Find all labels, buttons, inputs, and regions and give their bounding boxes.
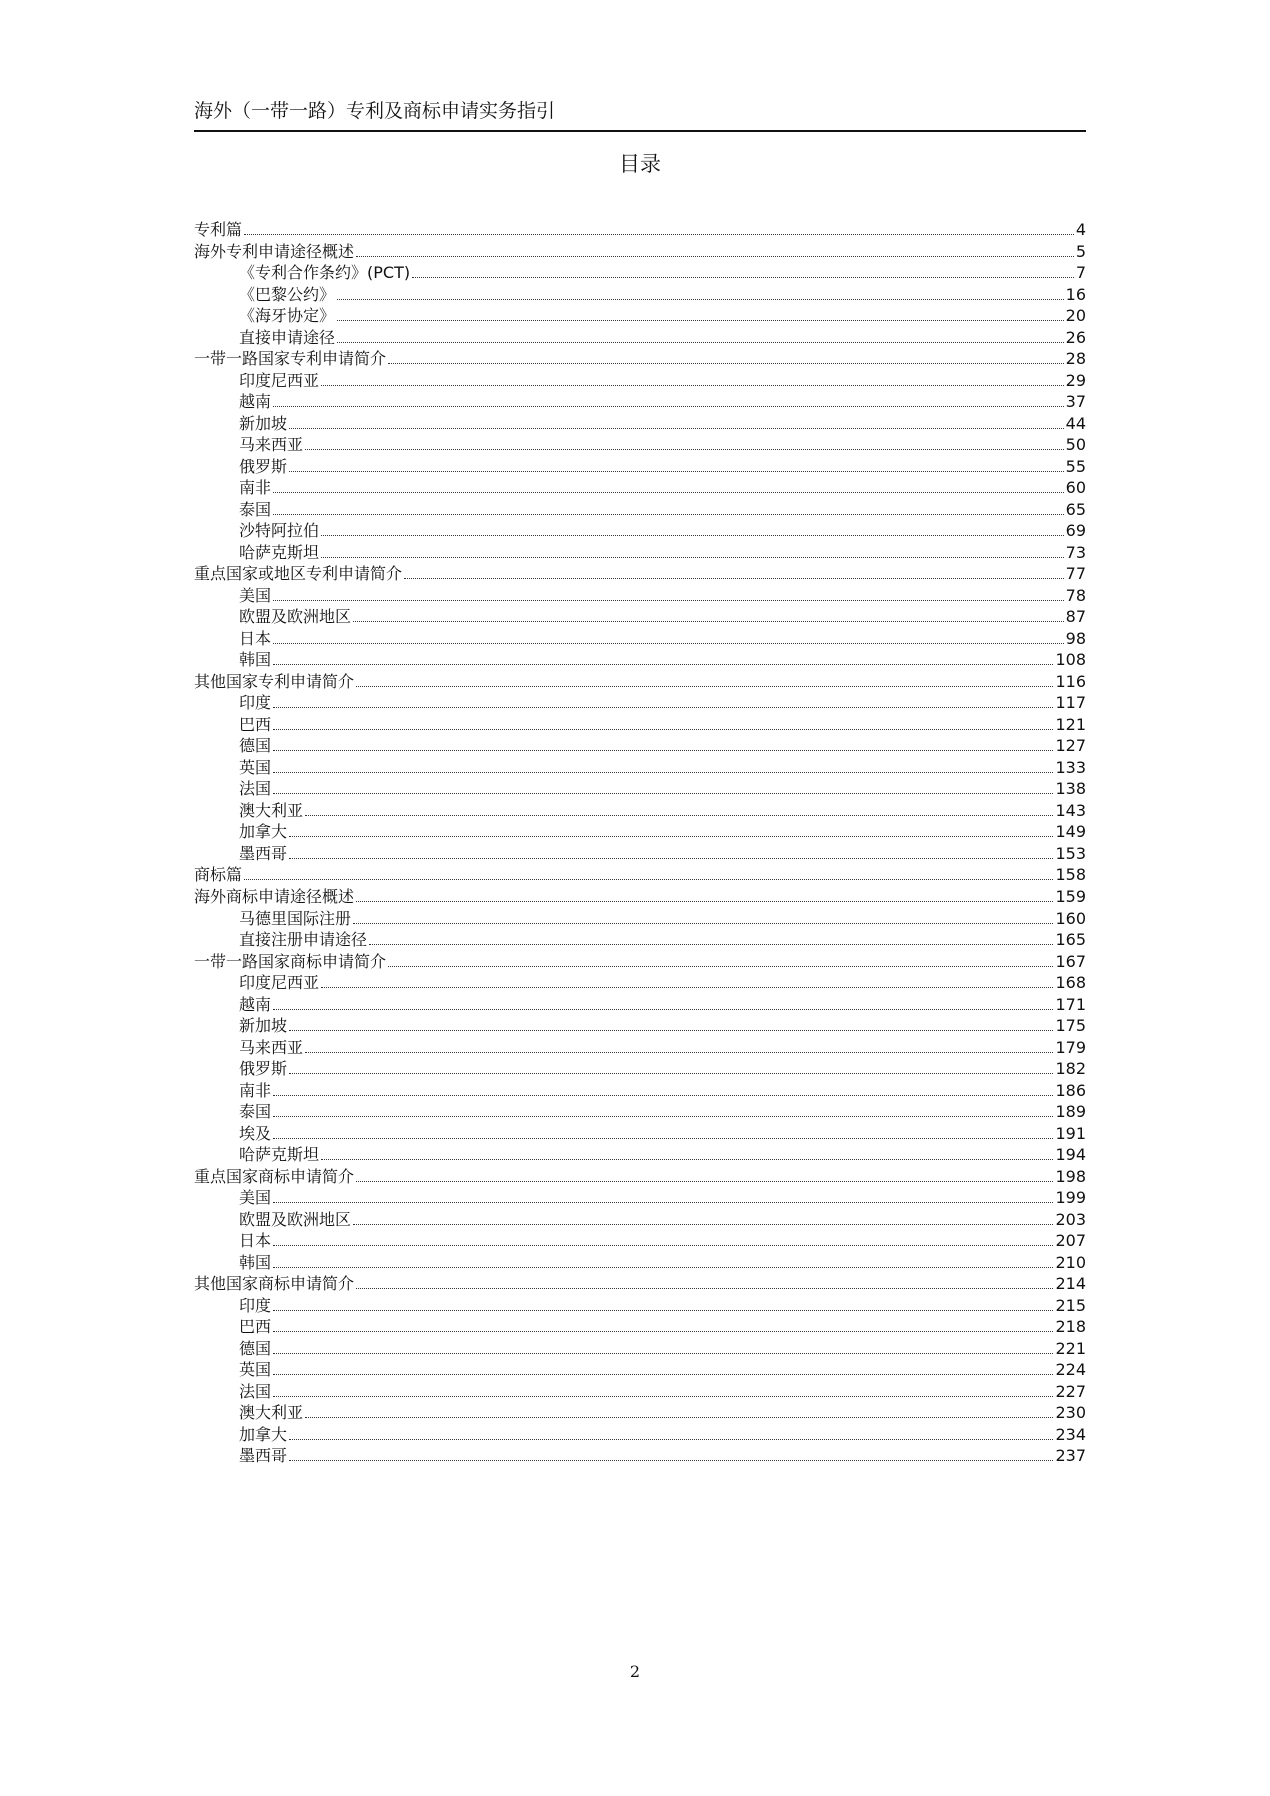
toc-entry-label[interactable]: 加拿大 — [239, 822, 288, 842]
toc-entry[interactable] — [194, 843, 1086, 865]
toc-entry-label[interactable]: 印度 — [239, 1295, 272, 1315]
table-of-contents — [194, 219, 1086, 1467]
toc-entry-label[interactable]: 加拿大 — [239, 1424, 288, 1444]
toc-entry-label[interactable]: 一带一路国家商标申请简介 — [194, 951, 387, 971]
toc-entry[interactable] — [194, 929, 1086, 951]
toc-dot-leader — [289, 1439, 1053, 1440]
toc-entry-label[interactable]: 哈萨克斯坦 — [239, 542, 320, 562]
toc-entry[interactable] — [194, 348, 1086, 370]
toc-entry-label[interactable]: 南非 — [239, 478, 272, 498]
toc-dot-leader — [273, 600, 1064, 601]
toc-dot-leader — [273, 492, 1064, 493]
toc-entry-label[interactable]: 英国 — [239, 757, 272, 777]
toc-entry-label[interactable]: 韩国 — [239, 650, 272, 670]
toc-entry-page[interactable]: 189 — [1055, 1102, 1086, 1122]
toc-entry-page[interactable]: 158 — [1055, 865, 1086, 885]
toc-dot-leader — [321, 557, 1064, 558]
toc-entry-page[interactable]: 159 — [1055, 886, 1086, 906]
toc-entry-label[interactable]: 泰国 — [239, 1102, 272, 1122]
toc-entry-page[interactable]: 175 — [1055, 1016, 1086, 1036]
toc-dot-leader — [321, 535, 1064, 536]
toc-entry[interactable] — [194, 499, 1086, 521]
toc-entry[interactable] — [194, 757, 1086, 779]
toc-entry-page[interactable]: 5 — [1075, 241, 1086, 261]
toc-entry-label[interactable]: 巴西 — [239, 1317, 272, 1337]
toc-entry[interactable] — [194, 1424, 1086, 1446]
toc-entry[interactable] — [194, 413, 1086, 435]
toc-dot-leader — [337, 299, 1064, 300]
toc-entry[interactable] — [194, 542, 1086, 564]
toc-dot-leader — [289, 428, 1064, 429]
toc-dot-leader — [289, 1073, 1053, 1074]
toc-entry[interactable] — [194, 1402, 1086, 1424]
toc-entry-label[interactable]: 专利篇 — [194, 220, 243, 239]
toc-dot-leader — [273, 1353, 1053, 1354]
toc-entry-label[interactable]: 海外专利申请途径概述 — [194, 241, 355, 261]
toc-dot-leader — [273, 1396, 1053, 1397]
toc-dot-leader — [289, 1030, 1053, 1031]
toc-entry[interactable] — [194, 456, 1086, 478]
toc-dot-leader — [273, 1116, 1053, 1117]
toc-entry[interactable] — [194, 585, 1086, 607]
toc-entry-page[interactable]: 224 — [1055, 1360, 1086, 1380]
toc-entry-page[interactable]: 221 — [1055, 1338, 1086, 1358]
toc-dot-leader — [273, 1095, 1053, 1096]
toc-dot-leader — [337, 342, 1064, 343]
toc-entry[interactable] — [194, 1037, 1086, 1059]
toc-entry[interactable] — [194, 735, 1086, 757]
toc-entry[interactable] — [194, 606, 1086, 628]
toc-entry[interactable] — [194, 1101, 1086, 1123]
toc-entry-page[interactable]: 133 — [1055, 757, 1086, 777]
toc-entry-label[interactable]: 马德里国际注册 — [239, 908, 352, 928]
toc-entry-label[interactable]: 《巴黎公约》 — [239, 284, 336, 304]
toc-entry-label[interactable]: 欧盟及欧洲地区 — [239, 1209, 352, 1229]
toc-entry-page[interactable]: 182 — [1055, 1059, 1086, 1079]
toc-entry[interactable] — [194, 305, 1086, 327]
toc-entry-page[interactable]: 116 — [1055, 671, 1086, 691]
toc-entry[interactable] — [194, 994, 1086, 1016]
toc-entry[interactable] — [194, 972, 1086, 994]
toc-entry-label[interactable]: 直接注册申请途径 — [239, 930, 368, 950]
toc-dot-leader — [289, 471, 1064, 472]
toc-entry[interactable] — [194, 477, 1086, 499]
toc-entry-label[interactable]: 英国 — [239, 1360, 272, 1380]
toc-dot-leader — [404, 578, 1064, 579]
toc-dot-leader — [289, 858, 1053, 859]
toc-entry-page[interactable]: 199 — [1055, 1188, 1086, 1208]
toc-entry-label[interactable]: 墨西哥 — [239, 1446, 288, 1466]
toc-dot-leader — [273, 1267, 1053, 1268]
toc-entry-label[interactable]: 俄罗斯 — [239, 456, 288, 476]
toc-dot-leader — [289, 836, 1053, 837]
toc-entry[interactable] — [194, 241, 1086, 263]
page-number: 2 — [629, 1662, 641, 1681]
toc-entry-page[interactable]: 198 — [1055, 1166, 1086, 1186]
toc-entry[interactable] — [194, 908, 1086, 930]
toc-entry[interactable] — [194, 1187, 1086, 1209]
toc-entry-page[interactable]: 60 — [1065, 478, 1086, 498]
toc-entry-label[interactable]: 沙特阿拉伯 — [239, 521, 320, 541]
toc-entry-page[interactable]: 218 — [1055, 1317, 1086, 1337]
toc-entry-page[interactable]: 168 — [1055, 973, 1086, 993]
toc-dot-leader — [273, 750, 1053, 751]
toc-entry-label[interactable]: 澳大利亚 — [239, 1403, 304, 1423]
toc-entry-page[interactable]: 160 — [1055, 908, 1086, 928]
toc-entry-label[interactable]: 韩国 — [239, 1252, 272, 1272]
toc-entry-page[interactable]: 179 — [1055, 1037, 1086, 1057]
toc-entry[interactable] — [194, 1316, 1086, 1338]
toc-entry-label[interactable]: 埃及 — [239, 1123, 272, 1143]
toc-dot-leader — [273, 1009, 1053, 1010]
toc-entry-label[interactable]: 印度尼西亚 — [239, 370, 320, 390]
toc-entry-label[interactable]: 墨西哥 — [239, 843, 288, 863]
toc-entry[interactable] — [194, 1166, 1086, 1188]
toc-entry-page[interactable]: 191 — [1055, 1123, 1086, 1143]
toc-entry[interactable] — [194, 520, 1086, 542]
toc-entry[interactable] — [194, 1252, 1086, 1274]
toc-entry[interactable] — [194, 219, 1086, 241]
toc-entry[interactable] — [194, 1144, 1086, 1166]
toc-entry-label[interactable]: 德国 — [239, 736, 272, 756]
toc-entry-page[interactable]: 138 — [1055, 779, 1086, 799]
toc-dot-leader — [356, 1181, 1053, 1182]
toc-entry[interactable] — [194, 951, 1086, 973]
toc-entry-label[interactable]: 日本 — [239, 628, 272, 648]
toc-entry-page[interactable]: 167 — [1055, 951, 1086, 971]
toc-entry-page[interactable]: 55 — [1065, 456, 1086, 476]
toc-dot-leader — [356, 1288, 1053, 1289]
toc-entry-page[interactable]: 230 — [1055, 1403, 1086, 1423]
toc-entry-page[interactable]: 234 — [1055, 1424, 1086, 1444]
toc-entry-label[interactable]: 《专利合作条约》(PCT) — [239, 263, 411, 283]
toc-entry-label[interactable]: 哈萨克斯坦 — [239, 1145, 320, 1165]
toc-entry[interactable] — [194, 671, 1086, 693]
toc-entry-label[interactable]: 其他国家专利申请简介 — [194, 671, 355, 691]
toc-entry[interactable] — [194, 1123, 1086, 1145]
toc-entry[interactable] — [194, 864, 1086, 886]
toc-dot-leader — [321, 987, 1053, 988]
toc-dot-leader — [388, 363, 1064, 364]
toc-entry-label[interactable]: 俄罗斯 — [239, 1059, 288, 1079]
toc-entry-page[interactable]: 77 — [1065, 564, 1086, 584]
toc-entry-page[interactable]: 87 — [1065, 607, 1086, 627]
toc-entry-label[interactable]: 一带一路国家专利申请简介 — [194, 349, 387, 369]
toc-entry[interactable] — [194, 370, 1086, 392]
toc-entry-label[interactable]: 澳大利亚 — [239, 800, 304, 820]
toc-entry[interactable] — [194, 1058, 1086, 1080]
toc-dot-leader — [273, 664, 1053, 665]
toc-entry-label[interactable]: 美国 — [239, 585, 272, 605]
toc-dot-leader — [273, 406, 1064, 407]
toc-entry-label[interactable]: 日本 — [239, 1231, 272, 1251]
toc-entry-page[interactable]: 69 — [1065, 521, 1086, 541]
toc-entry-label[interactable]: 越南 — [239, 392, 272, 412]
toc-entry-label[interactable]: 法国 — [239, 1381, 272, 1401]
toc-entry[interactable] — [194, 563, 1086, 585]
toc-entry[interactable] — [194, 1273, 1086, 1295]
toc-entry[interactable] — [194, 391, 1086, 413]
toc-entry-label[interactable]: 直接申请途径 — [239, 327, 336, 347]
toc-dot-leader — [369, 944, 1053, 945]
toc-entry-label[interactable]: 美国 — [239, 1188, 272, 1208]
toc-entry[interactable] — [194, 778, 1086, 800]
toc-dot-leader — [273, 1310, 1053, 1311]
toc-entry[interactable] — [194, 1359, 1086, 1381]
toc-entry-page[interactable]: 186 — [1055, 1080, 1086, 1100]
toc-dot-leader — [305, 1052, 1053, 1053]
toc-entry-label[interactable]: 重点国家商标申请简介 — [194, 1166, 355, 1186]
toc-dot-leader — [273, 772, 1053, 773]
toc-entry[interactable] — [194, 1080, 1086, 1102]
toc-dot-leader — [321, 385, 1064, 386]
toc-entry-label[interactable]: 德国 — [239, 1338, 272, 1358]
toc-dot-leader — [273, 1245, 1053, 1246]
toc-dot-leader — [305, 1417, 1053, 1418]
toc-dot-leader — [388, 966, 1053, 967]
toc-dot-leader — [273, 514, 1064, 515]
toc-entry[interactable] — [194, 1338, 1086, 1360]
toc-entry-page[interactable]: 153 — [1055, 843, 1086, 863]
toc-entry-label[interactable]: 巴西 — [239, 714, 272, 734]
toc-entry[interactable] — [194, 1015, 1086, 1037]
toc-entry-page[interactable]: 117 — [1055, 693, 1086, 713]
toc-entry[interactable] — [194, 886, 1086, 908]
toc-dot-leader — [353, 1224, 1053, 1225]
toc-entry-label[interactable]: 新加坡 — [239, 1016, 288, 1036]
toc-dot-leader — [273, 707, 1053, 708]
toc-entry-page[interactable]: 237 — [1055, 1446, 1086, 1466]
toc-entry-page[interactable]: 26 — [1065, 327, 1086, 347]
toc-entry-page[interactable]: 73 — [1065, 542, 1086, 562]
toc-entry-page[interactable]: 203 — [1055, 1209, 1086, 1229]
toc-dot-leader — [356, 901, 1053, 902]
toc-entry-page[interactable]: 29 — [1065, 370, 1086, 390]
toc-entry[interactable] — [194, 327, 1086, 349]
toc-entry-label[interactable]: 印度尼西亚 — [239, 973, 320, 993]
toc-entry-page[interactable]: 194 — [1055, 1145, 1086, 1165]
toc-dot-leader — [353, 923, 1053, 924]
toc-entry[interactable] — [194, 284, 1086, 306]
toc-dot-leader — [244, 879, 1053, 880]
toc-entry-label[interactable]: 《海牙协定》 — [239, 306, 336, 326]
toc-entry-page[interactable]: 227 — [1055, 1381, 1086, 1401]
toc-entry[interactable] — [194, 1230, 1086, 1252]
toc-entry-page[interactable]: 20 — [1065, 306, 1086, 326]
toc-entry-label[interactable]: 重点国家或地区专利申请简介 — [194, 564, 403, 584]
running-header — [194, 99, 1086, 132]
toc-entry-page[interactable]: 4 — [1075, 220, 1086, 239]
toc-dot-leader — [273, 1138, 1053, 1139]
toc-entry[interactable] — [194, 1381, 1086, 1403]
toc-entry[interactable] — [194, 800, 1086, 822]
toc-entry-page[interactable]: 143 — [1055, 800, 1086, 820]
toc-title: 目录 — [619, 152, 661, 176]
toc-entry-label[interactable]: 泰国 — [239, 499, 272, 519]
toc-entry-page[interactable]: 78 — [1065, 585, 1086, 605]
toc-dot-leader — [412, 277, 1074, 278]
toc-entry-label[interactable]: 欧盟及欧洲地区 — [239, 607, 352, 627]
toc-entry-page[interactable]: 207 — [1055, 1231, 1086, 1251]
toc-dot-leader — [289, 1460, 1053, 1461]
toc-dot-leader — [244, 234, 1074, 235]
toc-dot-leader — [353, 621, 1064, 622]
toc-entry-label[interactable]: 马来西亚 — [239, 435, 304, 455]
toc-entry-page[interactable]: 121 — [1055, 714, 1086, 734]
toc-entry-page[interactable]: 7 — [1075, 263, 1086, 283]
toc-entry[interactable] — [194, 434, 1086, 456]
toc-entry-page[interactable]: 214 — [1055, 1274, 1086, 1294]
toc-dot-leader — [305, 449, 1064, 450]
toc-entry-label[interactable]: 海外商标申请途径概述 — [194, 886, 355, 906]
toc-entry-label[interactable]: 马来西亚 — [239, 1037, 304, 1057]
toc-entry-label[interactable]: 南非 — [239, 1080, 272, 1100]
toc-dot-leader — [273, 1374, 1053, 1375]
toc-entry-page[interactable]: 171 — [1055, 994, 1086, 1014]
toc-dot-leader — [273, 793, 1053, 794]
toc-entry-page[interactable]: 165 — [1055, 930, 1086, 950]
toc-entry-page[interactable]: 65 — [1065, 499, 1086, 519]
running-header-title: 海外（一带一路）专利及商标申请实务指引 — [194, 100, 556, 122]
toc-entry-page[interactable]: 127 — [1055, 736, 1086, 756]
toc-entry[interactable] — [194, 628, 1086, 650]
toc-entry-label[interactable]: 其他国家商标申请简介 — [194, 1274, 355, 1294]
toc-entry[interactable] — [194, 262, 1086, 284]
toc-entry-label[interactable]: 法国 — [239, 779, 272, 799]
toc-entry-page[interactable]: 149 — [1055, 822, 1086, 842]
toc-dot-leader — [273, 1202, 1053, 1203]
toc-dot-leader — [337, 320, 1064, 321]
toc-dot-leader — [321, 1159, 1053, 1160]
toc-entry-page[interactable]: 28 — [1065, 349, 1086, 369]
toc-entry-page[interactable]: 108 — [1055, 650, 1086, 670]
toc-dot-leader — [356, 256, 1074, 257]
toc-entry-page[interactable]: 16 — [1065, 284, 1086, 304]
toc-dot-leader — [305, 815, 1053, 816]
toc-entry[interactable] — [194, 714, 1086, 736]
toc-entry-page[interactable]: 210 — [1055, 1252, 1086, 1272]
toc-entry[interactable] — [194, 692, 1086, 714]
toc-dot-leader — [273, 643, 1064, 644]
toc-entry-label[interactable]: 新加坡 — [239, 413, 288, 433]
toc-entry-label[interactable]: 越南 — [239, 994, 272, 1014]
toc-dot-leader — [273, 729, 1053, 730]
toc-entry-page[interactable]: 215 — [1055, 1295, 1086, 1315]
toc-entry[interactable] — [194, 649, 1086, 671]
toc-entry[interactable] — [194, 1445, 1086, 1467]
toc-entry-label[interactable]: 商标篇 — [194, 865, 243, 885]
toc-entry-page[interactable]: 37 — [1065, 392, 1086, 412]
toc-entry-page[interactable]: 50 — [1065, 435, 1086, 455]
toc-entry-label[interactable]: 印度 — [239, 693, 272, 713]
toc-entry-page[interactable]: 98 — [1065, 628, 1086, 648]
toc-entry[interactable] — [194, 1295, 1086, 1317]
toc-dot-leader — [356, 686, 1053, 687]
toc-entry[interactable] — [194, 1209, 1086, 1231]
toc-entry-page[interactable]: 44 — [1065, 413, 1086, 433]
toc-dot-leader — [273, 1331, 1053, 1332]
toc-entry[interactable] — [194, 821, 1086, 843]
